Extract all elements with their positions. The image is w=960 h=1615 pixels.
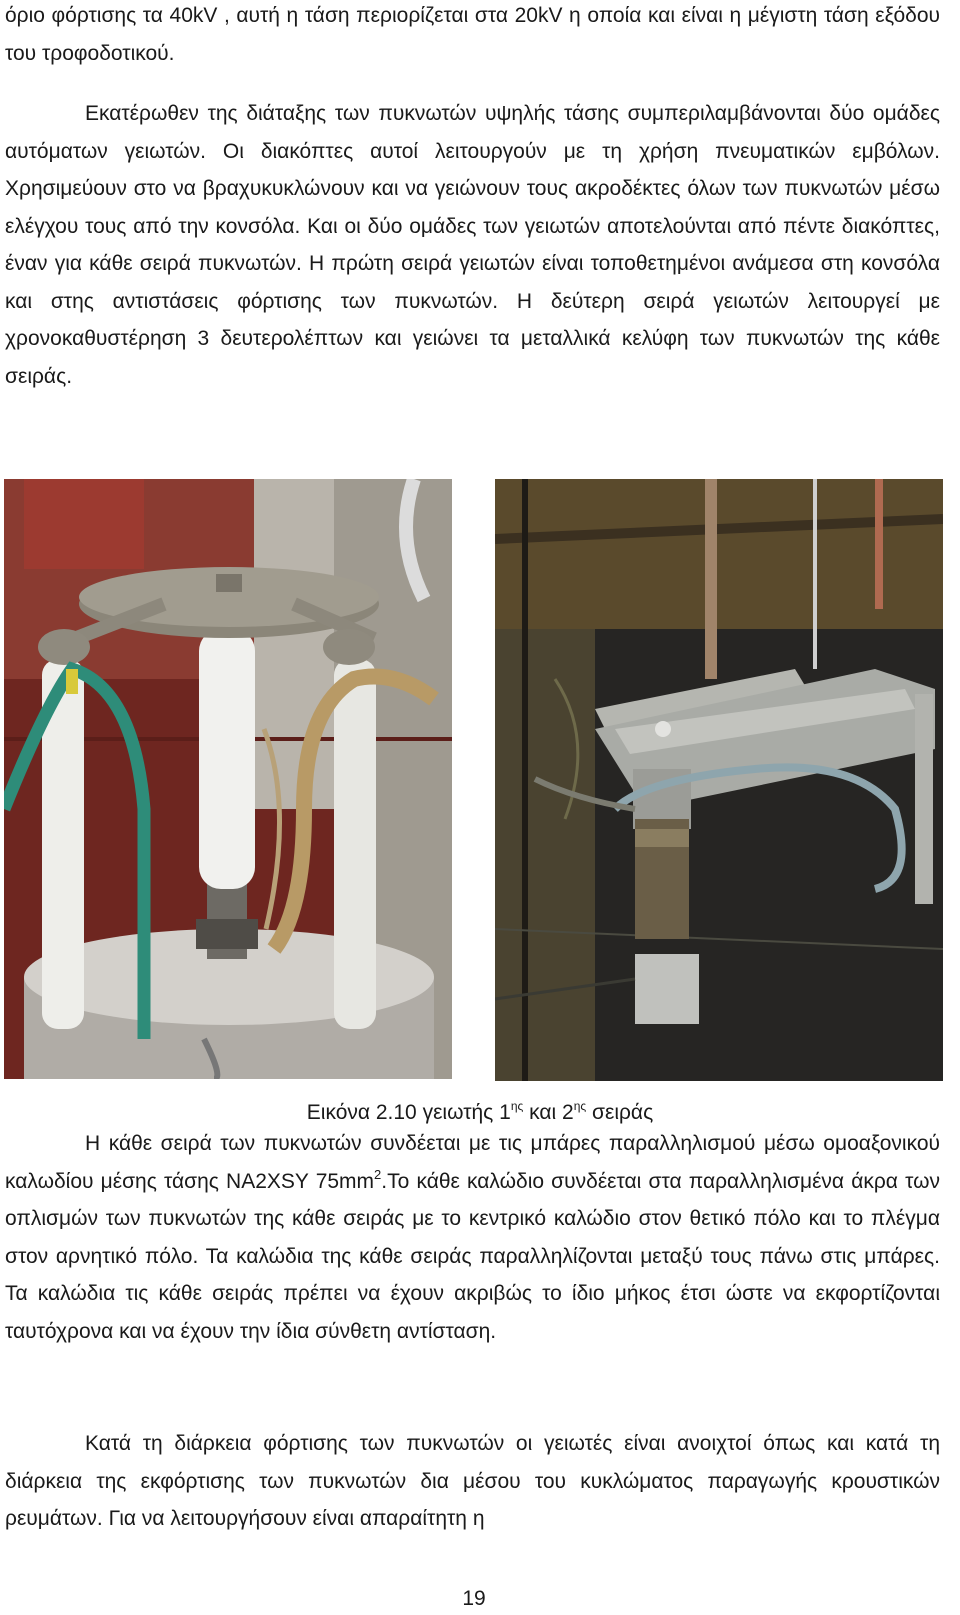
paragraph-continuation: όριο φόρτισης τα 40kV , αυτή η τάση περιορίζεται στα 20kV η οποία και είναι η μέγιστη τάση εξόδου του τροφοδοτικού. — [5, 4, 940, 65]
paragraph-3-part-2: .Το κάθε καλώδιο συνδέεται στα παραλληλισμένα άκρα των οπλισμών των πυκνωτών της κάθε σειράς με το κεντρικό καλώδιο στον θετικό πόλο και το πλέγμα στον αρνητικό πόλο. Τα καλώδια της κάθε σειράς παραλληλίζονται μεταξύ τους πάνω στις μπάρες. Τα καλώδια τις κάθε σειράς πρέπει να έχουν ακριβώς το ίδιο μήκος έτσι ώστε να εκφορτίζονται ταυτόχρονα και να έχουν την ίδια σύνθετη αντίσταση. — [5, 1169, 940, 1343]
paragraph-coaxial-cable — [5, 1125, 940, 1350]
caption-superscript-2: ης — [573, 1099, 587, 1113]
caption-superscript-1: ης — [510, 1099, 524, 1113]
paragraph-3-superscript: 2 — [374, 1166, 382, 1182]
paragraph-grounding-switches: Εκατέρωθεν της διάταξης των πυκνωτών υψηλής τάσης συμπεριλαμβάνονται δύο ομάδες αυτόματων γειωτών. Οι διακόπτες αυτοί λειτουργούν με τη χρήση πνευματικών εμβόλων. Χρησιμεύουν στο να βραχυκυκλώνουν και να γειώνουν τους ακροδέκτες όλων των πυκνωτών μέσω ελέγχου τους από την κονσόλα. Και οι δύο ομάδες των γειωτών αποτελούνται από πέντε διακόπτες, έναν για κάθε σειρά πυκνωτών. Η πρώτη σειρά γειωτών είναι τοποθετημένοι ανάμεσα στη κονσόλα και στης αντιστάσεις φόρτισης των πυκνωτών. Η δεύτερη σειρά γειωτών λειτουργεί με χρονοκαθυστέρηση 3 δευτερολέπτων και γειώνει τα μεταλλικά κελύφη των πυκνωτών της κάθε σειράς. — [5, 102, 940, 388]
photo-second-row-illustration — [495, 479, 943, 1081]
paragraph-3-part-1: Η κάθε σειρά των πυκνωτών συνδέεται με τις μπάρες παραλληλισμού μέσω ομοαξονικού καλωδίου μέσης τάσης ΝΑ2XSY 75mm — [5, 1132, 940, 1193]
photo-first-row-illustration — [4, 479, 452, 1079]
photo-first-row-grounding-switch — [4, 479, 452, 1079]
page-number: 19 — [462, 1587, 486, 1610]
photo-second-row-grounding-switch — [495, 479, 943, 1081]
caption-suffix: σειράς — [586, 1101, 654, 1124]
figure-caption — [0, 1098, 960, 1128]
caption-prefix: Εικόνα 2.10 γειωτής 1 — [306, 1101, 511, 1124]
caption-middle: και 2 — [523, 1101, 574, 1124]
paragraph-charging: Κατά τη διάρκεια φόρτισης των πυκνωτών οι γειωτές είναι ανοιχτοί όπως και κατά τη διάρκεια της εκφόρτισης των πυκνωτών δια μέσου του κυκλώματος παραγωγής κρουστικών ρευμάτων. Για να λειτουργήσουν είναι απαραίτητη η — [5, 1432, 940, 1530]
